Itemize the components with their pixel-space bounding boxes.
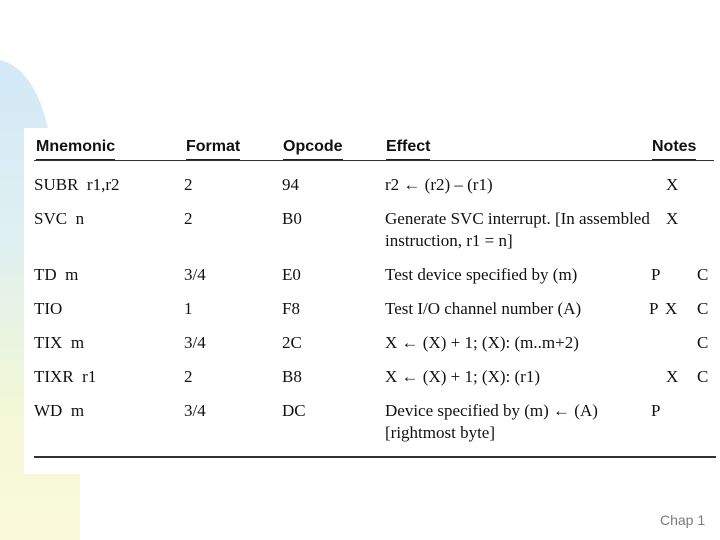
- row-tixr-note-x: X: [666, 367, 679, 386]
- row-svc-opcode: B0: [282, 209, 302, 228]
- header-notes: Notes: [652, 138, 696, 161]
- row-tio-format: 1: [184, 299, 193, 318]
- row-svc-effect: Generate SVC interrupt. [In assembled instruction, r1 = n]: [385, 209, 650, 250]
- row-subr-mnemonic: SUBR r1,r2: [34, 175, 120, 194]
- row-wd-effect: Device specified by (m) ← (A) [rightmost byte]: [385, 401, 598, 442]
- row-tio-note-x: X: [665, 299, 678, 318]
- row-wd-opcode: DC: [282, 401, 306, 420]
- row-td-effect: Test device specified by (m): [385, 265, 578, 284]
- header-divider: [34, 160, 714, 161]
- row-td-note-p: P: [651, 265, 661, 284]
- row-tix-effect: X ← (X) + 1; (X): (m..m+2): [385, 333, 579, 352]
- row-svc-mnemonic: SVC n: [34, 209, 85, 228]
- header-mnemonic: Mnemonic: [36, 138, 115, 161]
- row-subr-note-x: X: [666, 175, 679, 194]
- row-wd-format: 3/4: [184, 401, 206, 420]
- row-tixr-mnemonic: TIXR r1: [34, 367, 97, 386]
- header-format: Format: [186, 138, 240, 161]
- row-tix-note-c: C: [697, 333, 709, 352]
- row-subr-effect: r2 ← (r2) – (r1): [385, 175, 493, 194]
- header-effect: Effect: [386, 138, 430, 161]
- row-td-opcode: E0: [282, 265, 301, 284]
- row-tio-effect: Test I/O channel number (A): [385, 299, 582, 318]
- row-svc-format: 2: [184, 209, 193, 228]
- row-td-format: 3/4: [184, 265, 206, 284]
- row-wd-mnemonic: WD m: [34, 401, 85, 420]
- row-tix-opcode: 2C: [282, 333, 302, 352]
- row-tio-note-p: P: [649, 299, 659, 318]
- row-td-mnemonic: TD m: [34, 265, 79, 284]
- row-tixr-note-c: C: [697, 367, 709, 386]
- row-subr-format: 2: [184, 175, 193, 194]
- row-subr-opcode: 94: [282, 175, 299, 194]
- row-tix-format: 3/4: [184, 333, 206, 352]
- row-tio-mnemonic: TIO: [34, 299, 63, 318]
- row-svc-note-x: X: [666, 209, 679, 228]
- row-td-note-c: C: [697, 265, 709, 284]
- row-tio-opcode: F8: [282, 299, 300, 318]
- row-tixr-effect: X ← (X) + 1; (X): (r1): [385, 367, 540, 386]
- instruction-table: [24, 128, 720, 474]
- table-bottom-rule: [34, 456, 716, 458]
- row-tixr-opcode: B8: [282, 367, 302, 386]
- row-tix-mnemonic: TIX m: [34, 333, 85, 352]
- row-wd-note-p: P: [651, 401, 661, 420]
- row-tio-note-c: C: [697, 299, 709, 318]
- chapter-footer: Chap 1: [660, 512, 706, 528]
- header-opcode: Opcode: [283, 138, 343, 161]
- row-tixr-format: 2: [184, 367, 193, 386]
